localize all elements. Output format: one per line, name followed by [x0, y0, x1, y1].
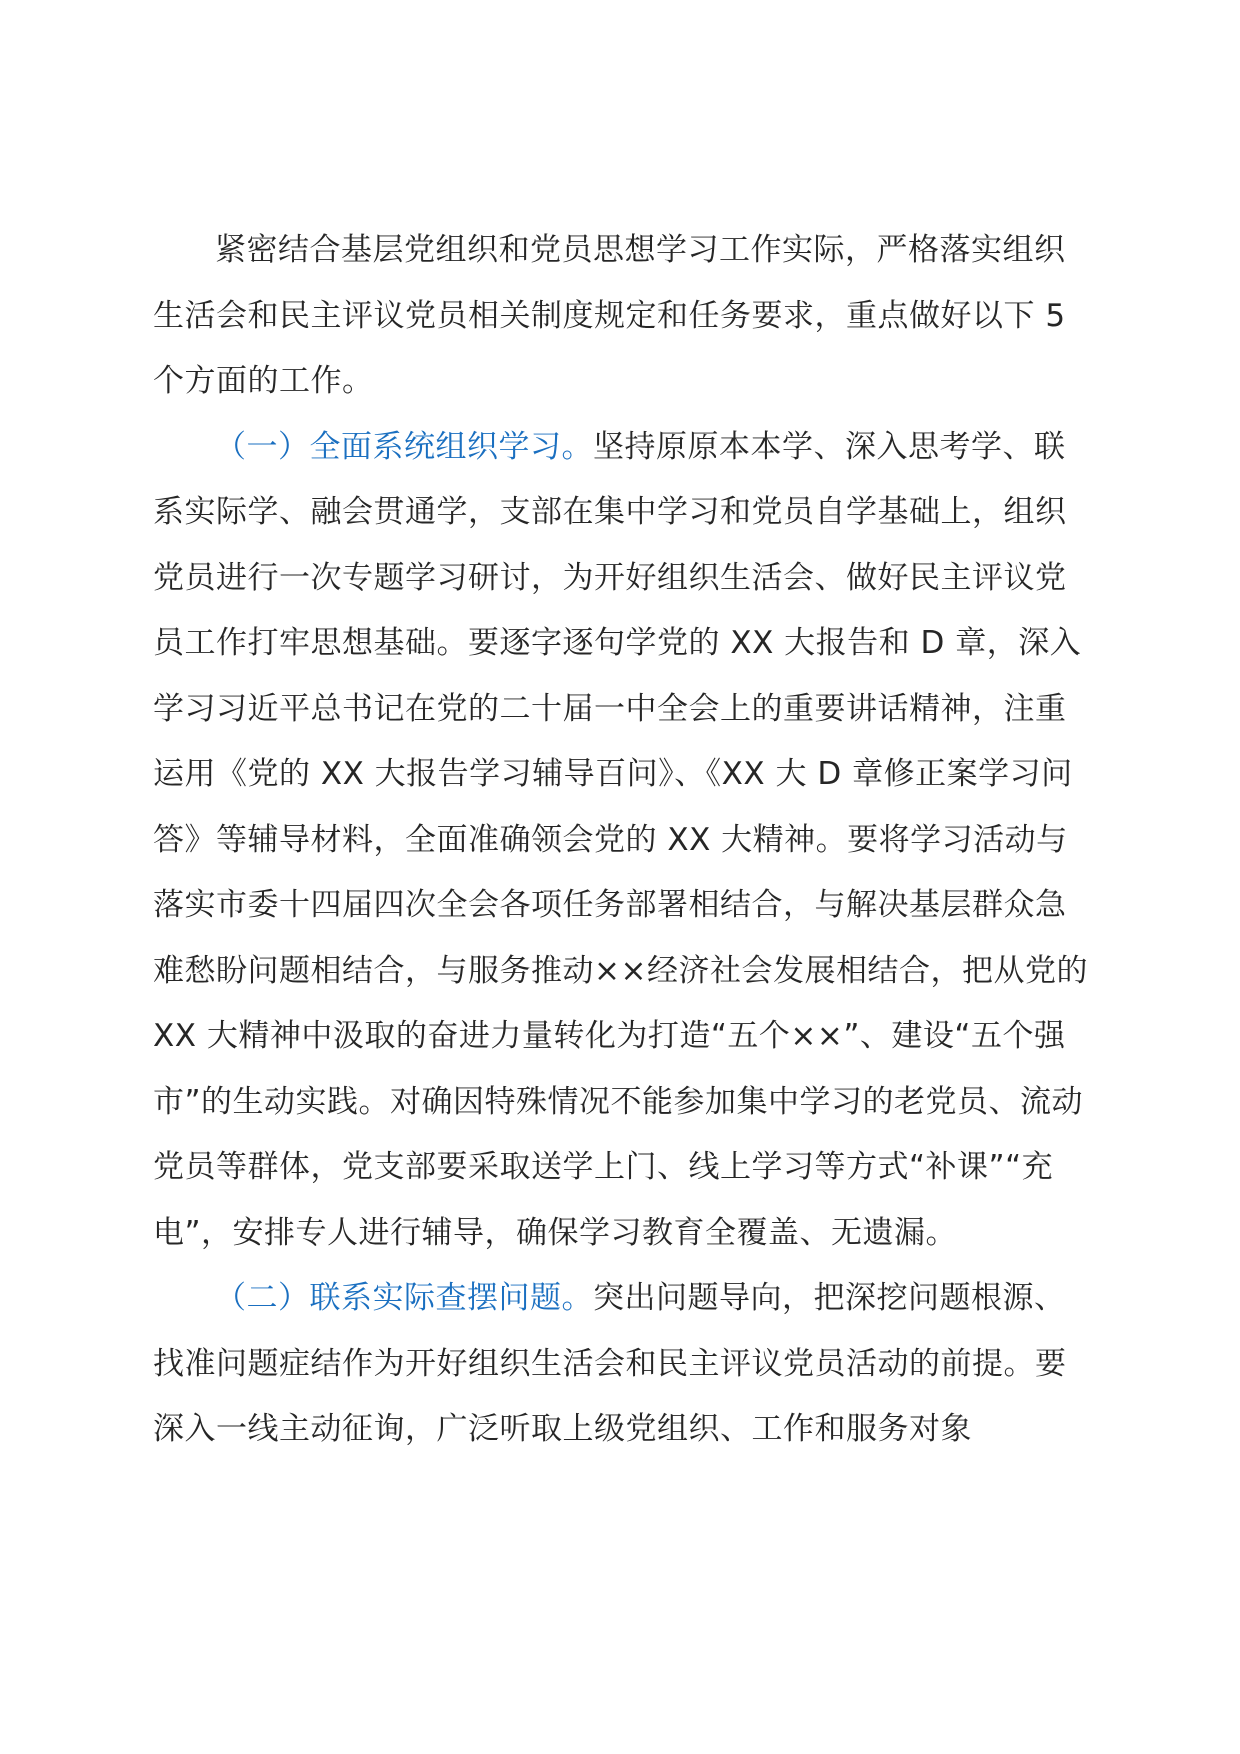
document-body [153, 218, 1093, 1463]
section-1-text: 坚持原原本本学、深入思考学、联系实际学、融会贯通学，支部在集中学习和党员自学基础上，组织党员进行一次专题学习研讨，为开好组织生活会、做好民主评议党员工作打牢思想基础。要逐字逐句学党的 XX 大报告和 D 章，深入学习习近平总书记在党的二十届一中全会上的重要讲话精神，注重运用《党的 XX 大报告学习辅导百问》、《XX 大 D 章修正案学习问答》等辅导材料，全面准确领会党的 XX 大精神。要将学习活动与落实市委十四届四次全会各项任务部署相结合，与解决基层群众急难愁盼问题相结合，与服务推动××经济社会发展相结合，把从党的 XX 大精神中汲取的奋进力量转化为打造“五个××”、建设“五个强市”的生动实践。对确因特殊情况不能参加集中学习的老党员、流动党员等群体，党支部要采取送学上门、线上学习等方式“补课”“充电”，安排专人进行辅导，确保学习教育全覆盖、无遗漏。 [153, 428, 1088, 1251]
section-2-heading: （二）联系实际查摆问题。 [215, 1280, 593, 1316]
section-2-text: 突出问题导向，把深挖问题根源、找准问题症结作为开好组织生活会和民主评议党员活动的前提。要深入一线主动征询，广泛听取上级党组织、工作和服务对象 [153, 1280, 1067, 1447]
intro-paragraph-text: 紧密结合基层党组织和党员思想学习工作实际，严格落实组织生活会和民主评议党员相关制度规定和任务要求，重点做好以下 5 个方面的工作。 [153, 232, 1066, 399]
section-2-paragraph [153, 1266, 1093, 1463]
section-1-heading: （一）全面系统组织学习。 [215, 428, 593, 465]
section-1-paragraph [153, 415, 1093, 1267]
intro-paragraph [153, 218, 1093, 415]
